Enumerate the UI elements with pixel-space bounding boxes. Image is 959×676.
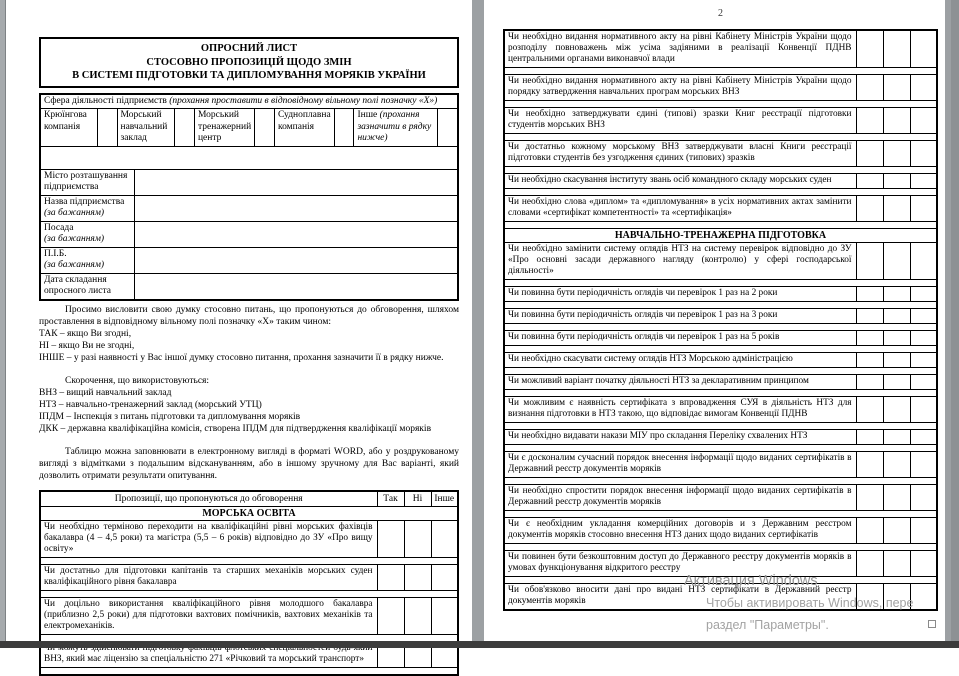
answer-cell[interactable] [883, 287, 910, 302]
spacer-row [504, 134, 937, 141]
spacer-cell [504, 368, 937, 375]
answer-cell[interactable] [883, 331, 910, 346]
answer-cell[interactable] [856, 551, 883, 577]
spacer-row [504, 302, 937, 309]
spacer-row [504, 324, 937, 331]
question-row [40, 597, 458, 634]
answer-cell[interactable] [883, 174, 910, 189]
answer-cell[interactable] [883, 430, 910, 445]
question-text: Чи необхідно затверджувати єдині (типові) зразки Книг реєстрації підготовки студентів морських ВНЗ [504, 108, 856, 134]
field-value-cell[interactable] [135, 170, 458, 196]
spacer-cell [504, 423, 937, 430]
spacer-cell [504, 478, 937, 485]
spacer-row [504, 577, 937, 584]
answer-options [39, 328, 459, 364]
spacer-cell [504, 346, 937, 353]
company-types-table [41, 109, 457, 147]
sphere-of-activity-row [41, 95, 457, 110]
spacer-cell [504, 68, 937, 75]
question-text: Чи необхідно терміново переходити на кваліфікаційні рівні морських фахівців бакалавра (4 – 4,5 роки) та магістра (5,5 – 6 років) відповідно до ЗУ «Про вищу освіту» [40, 520, 377, 557]
answer-cell[interactable] [883, 584, 910, 611]
field-label: Дата складання опросного листа [41, 273, 135, 299]
answer-cell[interactable] [883, 397, 910, 423]
answer-cell[interactable] [883, 452, 910, 478]
answer-cell[interactable] [856, 430, 883, 445]
spacer-row [504, 445, 937, 452]
spacer-cell [40, 667, 458, 675]
info-field-row [41, 247, 457, 273]
info-field-row [41, 195, 457, 221]
company-type-label: Судноплавна компанія [274, 109, 334, 146]
answer-cell[interactable] [404, 564, 431, 590]
spacer-cell [504, 222, 937, 229]
question-row [504, 485, 937, 511]
question-row [504, 174, 937, 189]
text-line: НІ – якщо Ви не згодні, [39, 340, 135, 351]
title-line: В СИСТЕМІ ПІДГОТОВКИ ТА ДИПЛОМУВАННЯ МОРЯКІВ УКРАЇНИ [72, 70, 426, 81]
spacer-row [40, 590, 458, 597]
spacer-row [504, 101, 937, 108]
answer-cell[interactable] [910, 375, 937, 390]
answer-cell[interactable] [883, 551, 910, 577]
spacer-row [504, 511, 937, 518]
text-line: ІПДМ – Інспекція з питань підготовки та дипломування моряків [39, 411, 301, 422]
section-title: МОРСЬКА ОСВІТА [40, 506, 458, 520]
answer-cell[interactable] [856, 75, 883, 101]
answer-cell[interactable] [883, 75, 910, 101]
answer-cell[interactable] [910, 331, 937, 346]
answer-cell[interactable] [883, 353, 910, 368]
question-text: Чи можливий варіант початку діяльності НТЗ за декларативним принципом [504, 375, 856, 390]
question-row [504, 551, 937, 577]
spacer-cell [504, 280, 937, 287]
answer-cell[interactable] [856, 287, 883, 302]
answer-cell[interactable] [404, 520, 431, 557]
question-text: Чи необхідно видання нормативного акту на рівні Кабінету Міністрів України щодо порядку затвердження навчальних програм морських ВНЗ [504, 75, 856, 101]
question-text: Чи необхідно видання нормативного акту на рівні Кабінету Міністрів України щодо розподілу повноважень між усіма задіяними в реалізації Конвенції ПДНВ центральними органами виконавчої влади [504, 30, 856, 68]
section-title: НАВЧАЛЬНО-ТРЕНАЖЕРНА ПІДГОТОВКА [504, 229, 937, 243]
windows-activation-watermark-line3: раздел "Параметры". [706, 618, 829, 632]
spacer-row [40, 557, 458, 564]
answer-cell[interactable] [883, 141, 910, 167]
answer-cell[interactable] [377, 564, 404, 590]
page-1-content [6, 0, 472, 676]
company-types-row [41, 109, 457, 146]
answer-cell[interactable] [910, 30, 937, 68]
spacer-cell [504, 577, 937, 584]
text-line: ДКК – державна кваліфікаційна комісія, створена ІПДМ для підтвердження кваліфікації моряків [39, 423, 432, 434]
spacer-cell [504, 445, 937, 452]
question-text: ВНЗ, який має ліцензію за спеціальністю 271 «Річковий та морський транспорт» [40, 641, 377, 667]
question-text: Чи доцільно використання кваліфікаційного рівня молодшого бакалавра (приблизно 2,5 роки) для підготовки вахтових помічників, вахтових механіків та електромеханіків. [40, 597, 377, 634]
proposals-header-label: Пропозиції, що пропонуються до обговорення [40, 491, 377, 507]
answer-cell[interactable] [856, 584, 883, 611]
question-text: Чи необхідно видавати накази МІУ про складання Переліку схвалених НТЗ [504, 430, 856, 445]
question-row [504, 375, 937, 390]
answer-cell[interactable] [883, 375, 910, 390]
question-row [504, 397, 937, 423]
field-value-cell[interactable] [135, 195, 458, 221]
answer-cell[interactable] [910, 287, 937, 302]
spacer-cell [504, 511, 937, 518]
answer-cell[interactable] [856, 108, 883, 134]
answer-cell[interactable] [910, 108, 937, 134]
window-right-edge [951, 0, 959, 648]
question-row [504, 452, 937, 478]
page-1 [6, 0, 472, 664]
answer-cell[interactable] [404, 597, 431, 634]
abbreviations-list [39, 387, 459, 435]
answer-cell[interactable] [910, 430, 937, 445]
sphere-note: (прохання проставити в відповідному вільному полі позначку «Х») [169, 95, 438, 106]
spacer-row [504, 346, 937, 353]
answer-cell[interactable] [910, 584, 937, 611]
answer-cell[interactable] [856, 331, 883, 346]
windows-activation-watermark-title: Активация Windows [684, 573, 818, 589]
company-type-label: Крюїнгова компанія [41, 109, 97, 146]
question-row [504, 518, 937, 544]
question-text: Чи повинна бути періодичність оглядів чи перевірок 1 раз на 5 років [504, 331, 856, 346]
question-text: Чи можливим є наявність сертифіката з впровадження СУЯ в діяльність НТЗ для визнання підготовки в НТЗ такою, що відповідає вимогам Конвенції ПДНВ [504, 397, 856, 423]
answer-cell[interactable] [910, 75, 937, 101]
question-row [504, 30, 937, 68]
intro-paragraph: Просимо висловити свою думку стосовно питань, що пропонуються до обговорення, шляхом проставлення в відповідному вільному полі позначку «Х» таким чином: [39, 304, 459, 327]
answer-cell[interactable] [910, 141, 937, 167]
text-line: ТАК – якщо Ви згодні, [39, 328, 132, 339]
question-text: Чи необхідно замінити систему оглядів НТЗ на систему перевірок відповідно до ЗУ «Про основні засади державного нагляду (контролю) у сфері господарської діяльності» [504, 243, 856, 280]
intro-text [39, 304, 459, 482]
field-label: Посада (за бажанням) [41, 221, 135, 247]
field-label: П.І.Б. (за бажанням) [41, 247, 135, 273]
spacer-cell [504, 324, 937, 331]
text-line: НТЗ – навчально-тренажерний заклад (морський УТЦ) [39, 399, 262, 410]
field-label: Назва підприємства (за бажанням) [41, 195, 135, 221]
spacer-cell [40, 634, 458, 641]
question-text: Чи є необхідним укладання комерційних договорів и з Державним реєстром документів моряків стосовно внесення НТЗ даних щодо виданих сертифікатів [504, 518, 856, 544]
spacer-row [504, 189, 937, 196]
section-training-simulator [504, 229, 937, 243]
answer-cell[interactable] [910, 353, 937, 368]
company-type-label: Інше (прохання зазначити в рядку нижче) [354, 109, 438, 146]
spacer-cell [504, 544, 937, 551]
question-text: Чи обов'язково вносити дані про видані НТЗ сертифікати в Державний реєстр документів моряків [504, 584, 856, 611]
answer-cell[interactable] [377, 597, 404, 634]
answer-cell[interactable] [883, 518, 910, 544]
company-info-table [39, 93, 459, 301]
answer-cell[interactable] [431, 597, 458, 634]
answer-cell[interactable] [883, 243, 910, 280]
answer-cell[interactable] [883, 196, 910, 222]
info-field-row [41, 273, 457, 299]
answer-cell[interactable] [431, 564, 458, 590]
answer-cell[interactable] [910, 243, 937, 280]
spacer-row [504, 222, 937, 229]
question-text: Чи є досконалим сучасний порядок внесення інформації щодо виданих сертифікатів в Державний реєстр документів моряків [504, 452, 856, 478]
spacer-row [504, 478, 937, 485]
question-row [504, 309, 937, 324]
answer-cell[interactable] [856, 518, 883, 544]
spacer-cell [504, 390, 937, 397]
sphere-label: Сфера діяльності підприємств [44, 95, 170, 106]
answer-cell[interactable] [856, 353, 883, 368]
spacer-row [504, 423, 937, 430]
question-text: Чи достатньо для підготовки капітанів та старших механіків морських суден кваліфікаційного рівня бакалавра [40, 564, 377, 590]
spacer-row [504, 167, 937, 174]
answer-cell[interactable] [883, 108, 910, 134]
spacer-cell [504, 167, 937, 174]
other-company-answer-row[interactable] [41, 147, 457, 170]
answer-cell[interactable] [910, 174, 937, 189]
spacer-cell [504, 302, 937, 309]
section-maritime-education [40, 506, 458, 520]
company-type-label: Морський навчальний заклад [117, 109, 175, 146]
answer-cell[interactable] [431, 520, 458, 557]
question-row [504, 287, 937, 302]
spacer-row [504, 280, 937, 287]
field-value-cell[interactable] [135, 273, 458, 299]
no-column-header: Ні [404, 491, 431, 507]
question-row [40, 520, 458, 557]
field-label: Місто розташування підприємства [41, 170, 135, 196]
answer-cell[interactable] [910, 397, 937, 423]
question-row [504, 331, 937, 346]
field-value-cell[interactable] [135, 221, 458, 247]
answer-cell[interactable] [856, 243, 883, 280]
spacer-row [504, 390, 937, 397]
answer-cell[interactable] [910, 551, 937, 577]
note-paragraph: Таблицю можна заповнювати в електронному вигляді в форматі WORD, або у роздрукованому вигляді з відмітками з подальшим відскануванням, або в іншому зручному для Вас варіанті, який дозволить отримати результати опитування. [39, 446, 459, 481]
question-row [504, 430, 937, 445]
question-row [504, 75, 937, 101]
answer-cell[interactable] [910, 196, 937, 222]
windows-activation-watermark-line2: Чтобы активировать Windows, пере [706, 596, 914, 610]
answer-cell[interactable] [883, 30, 910, 68]
answer-cell[interactable] [856, 452, 883, 478]
abbreviations-title: Скорочення, що використовуються: [65, 375, 210, 386]
question-row [504, 196, 937, 222]
field-value-cell[interactable] [135, 247, 458, 273]
spacer-cell [504, 134, 937, 141]
spacer-row [40, 667, 458, 675]
title-line: СТОСОВНО ПРОПОЗИЦІЙ ЩОДО ЗМІН [146, 56, 352, 68]
question-row [504, 141, 937, 167]
spacer-row [504, 544, 937, 551]
proposals-header-row [40, 491, 458, 507]
spacer-cell [40, 557, 458, 564]
answer-cell[interactable] [910, 309, 937, 324]
page-number: 2 [718, 8, 723, 19]
answer-cell[interactable] [856, 174, 883, 189]
text-line: ІНШЕ – у разі наявності у Вас іншої думку стосовно питання, прохання зазначити її в рядку нижче. [39, 352, 444, 363]
question-row [504, 353, 937, 368]
question-row [504, 243, 937, 280]
answer-cell[interactable] [856, 30, 883, 68]
company-type-mark-cell[interactable] [334, 109, 354, 146]
question-row [504, 584, 937, 611]
page-2 [484, 0, 945, 641]
answer-cell[interactable] [856, 196, 883, 222]
company-type-mark-cell[interactable] [97, 109, 117, 146]
spacer-cell [504, 101, 937, 108]
question-text: Чи необхідно скасувати систему оглядів НТЗ Морською адміністрацією [504, 353, 856, 368]
company-type-mark-cell[interactable] [175, 109, 195, 146]
question-row [504, 108, 937, 134]
question-text: Чи необхідно скасування інституту звань осіб командного складу морських суден [504, 174, 856, 189]
text-line: ВНЗ – вищий навчальний заклад [39, 387, 172, 398]
answer-cell[interactable] [377, 520, 404, 557]
spacer-cell [504, 189, 937, 196]
answer-cell[interactable] [856, 485, 883, 511]
answer-cell[interactable] [856, 309, 883, 324]
question-text: Чи необхідно спростити порядок внесення інформації щодо виданих сертифікатів в Державний реєстр документів моряків [504, 485, 856, 511]
contact-fields-table [41, 170, 457, 299]
spacer-row [40, 634, 458, 641]
answer-cell[interactable] [883, 309, 910, 324]
questionnaire-title [39, 37, 459, 88]
company-type-label: Морський тренажерний центр [194, 109, 254, 146]
answer-cell[interactable] [910, 485, 937, 511]
question-text: Чи необхідно слова «диплом» та «дипломування» в усіх нормативних актах замінити словами «сертифікат компетентності» та «сертифікація» [504, 196, 856, 222]
selection-handle-icon[interactable] [928, 620, 936, 628]
answer-cell[interactable] [856, 397, 883, 423]
title-line: ОПРОСНИЙ ЛИСТ [200, 43, 298, 54]
info-field-row [41, 221, 457, 247]
proposals-table-page2 [503, 29, 938, 611]
question-text: Чи повинна бути періодичність оглядів чи перевірок 1 раз на 3 роки [504, 309, 856, 324]
question-text: Чи достатньо кожному морському ВНЗ затверджувати власні Книги реєстрації підготовки студентів без узгодження єдиних (типових) зразків [504, 141, 856, 167]
page-2-content [484, 0, 945, 611]
answer-cell[interactable] [910, 452, 937, 478]
other-column-header: Інше [431, 491, 458, 507]
spacer-row [504, 368, 937, 375]
company-type-mark-cell[interactable] [438, 109, 457, 146]
answer-cell[interactable] [910, 518, 937, 544]
answer-cell[interactable] [856, 141, 883, 167]
answer-cell[interactable] [883, 485, 910, 511]
yes-column-header: Так [377, 491, 404, 507]
spacer-row [504, 68, 937, 75]
answer-cell[interactable] [856, 375, 883, 390]
spacer-cell [40, 590, 458, 597]
question-text: Чи повинна бути періодичність оглядів чи перевірок 1 раз на 2 роки [504, 287, 856, 302]
company-type-mark-cell[interactable] [255, 109, 275, 146]
question-text: Чи повинен бути безкоштовним доступ до Державного реєстру документів моряків в умовах функціонування відкритого реєстру [504, 551, 856, 577]
question-row [40, 564, 458, 590]
bottom-taskbar-strip [0, 641, 959, 648]
info-field-row [41, 170, 457, 196]
